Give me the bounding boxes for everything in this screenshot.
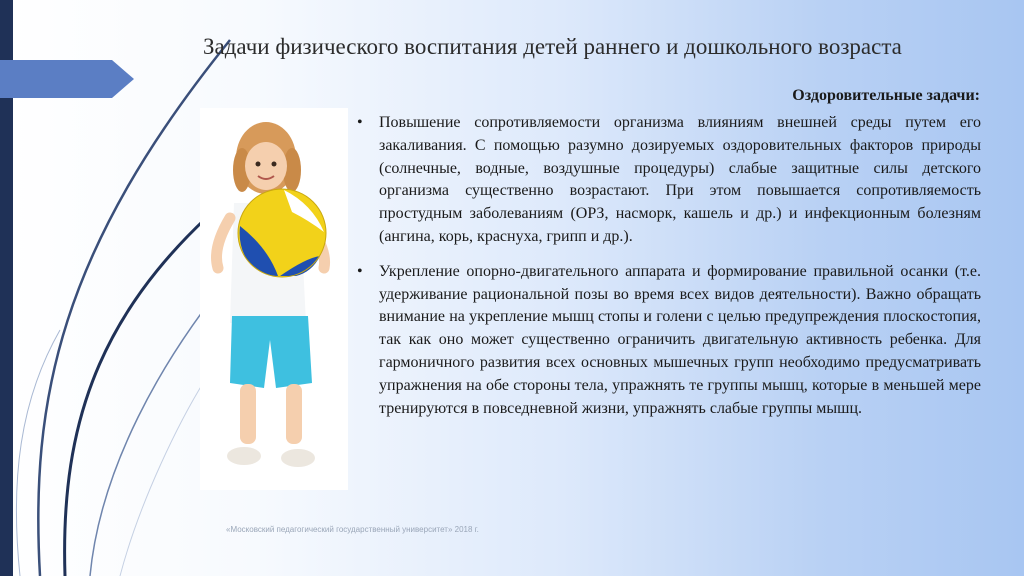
list-item: [357, 112, 981, 249]
bullet-icon: •: [357, 114, 363, 131]
bullet-text: Повышение сопротивляемости организма влияниям внешней среды путем его закаливания. С помощью разумно дозируемых оздоровительных факторов природы (солнечные, водные, воздушные процедуры) слабые защитные силы детского организма существенно возрастают. При этом повышается сопротивляемость простудным заболеваниям (ОРЗ, насморк, кашель и др.) и инфекционным болезням (ангина, корь, краснуха, грипп и др.).: [379, 114, 981, 245]
bullet-icon: •: [357, 262, 363, 280]
bullet-list: [357, 112, 981, 420]
title-arrow-shape: [0, 60, 134, 98]
section-heading: Оздоровительные задачи:: [792, 87, 980, 104]
page-title: Задачи физического воспитания детей раннего и дошкольного возраста: [203, 34, 902, 59]
child-with-ball-photo: [200, 108, 348, 490]
footer-note: «Московский педагогический государственный университет» 2018 г.: [226, 525, 479, 534]
bullet-text: Укрепление опорно-двигательного аппарата и формирование правильной осанки (т.е. удерживание рациональной позы во время всех видов деятельности). Важно обращать внимание на укрепление мышц стопы и голени с целью предупреждения плоскостопия, так как оно может существенно ограничить двигательную активность ребенка. Для гармоничного развития всех основных мышечных групп необходимо предусматривать упражнения на обе стороны тела, упражнять те группы мышц, которые в меньшей мере тренируются в повседневной жизни, упражнять слабые группы мышц.: [379, 262, 981, 417]
list-item: [357, 261, 981, 421]
